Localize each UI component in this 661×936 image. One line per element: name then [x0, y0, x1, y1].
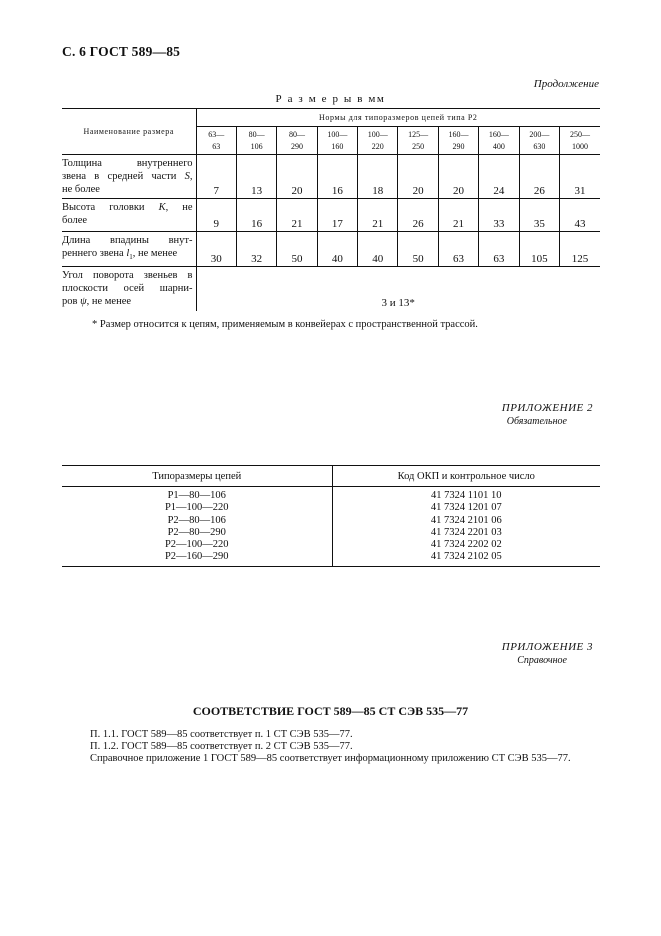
table-cell: 50 [398, 232, 438, 267]
table-row [62, 155, 600, 199]
table-cell: 17 [317, 199, 357, 232]
table-cell: 13 [236, 155, 276, 199]
appendix-2-subtitle: Обязательное [506, 416, 567, 427]
table-cell: 40 [317, 232, 357, 267]
page-header: С. 6 ГОСТ 589—85 [62, 44, 181, 59]
table-row [62, 232, 600, 267]
okp-code-list: 41 7324 1101 10 41 7324 1201 07 41 7324 2101 06 41 7324 2201 03 41 7324 2202 02 41 7324 2102 05 [332, 487, 600, 567]
okp-code-table [62, 465, 600, 567]
table-cell: 21 [358, 199, 398, 232]
table-cell: 26 [519, 155, 559, 199]
row-name: Высота головки K, не более [62, 199, 196, 232]
norms-column-header: Нормы для типоразмеров цепей типа Р2 [196, 109, 600, 127]
appendix-3-subtitle: Справочное [517, 655, 567, 666]
table-row [62, 267, 600, 311]
size-column-header: 100— 220 [358, 127, 398, 155]
size-column-header: 100— 160 [317, 127, 357, 155]
table-cell: 20 [277, 155, 317, 199]
table-cell: 21 [277, 199, 317, 232]
table-cell: 16 [236, 199, 276, 232]
table-cell: 18 [358, 155, 398, 199]
table-cell: 63 [438, 232, 478, 267]
table-cell: 7 [196, 155, 236, 199]
table-cell: 20 [438, 155, 478, 199]
table-cell: 63 [479, 232, 519, 267]
size-column-header: 63— 63 [196, 127, 236, 155]
correspondence-heading: СООТВЕТСТВИЕ ГОСТ 589—85 СТ СЭВ 535—77 [192, 704, 469, 718]
table-row [62, 199, 600, 232]
table-cell: 50 [277, 232, 317, 267]
units-caption: Р а з м е р ы в мм [275, 93, 386, 105]
table-cell: 40 [358, 232, 398, 267]
size-column-header: 160— 290 [438, 127, 478, 155]
chain-size-header: Типоразмеры цепей [62, 466, 332, 487]
table-cell: 35 [519, 199, 559, 232]
table-cell: 32 [236, 232, 276, 267]
row-name: Длина впадины внут- реннего звена $l_1$, не менее [62, 232, 196, 267]
table-cell: 9 [196, 199, 236, 232]
table-cell: 31 [560, 155, 600, 199]
size-column-header: 125— 250 [398, 127, 438, 155]
size-column-header: 200— 630 [519, 127, 559, 155]
chain-size-list: Р1—80—106 Р1—100—220 Р2—80—106 Р2—80—290 Р2—100—220 Р2—160—290 [62, 487, 332, 567]
row-name: Толщина внутреннего звена в средней части S, не более [62, 155, 196, 199]
appendix-2-title: ПРИЛОЖЕНИЕ 2 [501, 402, 593, 414]
correspondence-paragraph: Справочное приложение 1 ГОСТ 589—85 соответствует информационному приложению СТ СЭВ 535—77. [90, 753, 571, 764]
table-cell: 125 [560, 232, 600, 267]
merged-value-cell: 3 и 13* [196, 267, 600, 311]
table-cell: 30 [196, 232, 236, 267]
table-cell: 43 [560, 199, 600, 232]
table-row [62, 487, 600, 567]
okp-code-header: Код ОКП и контрольное число [332, 466, 600, 487]
table-cell: 21 [438, 199, 478, 232]
row-name: Угол поворота звеньев в плоскости осей шарни- ров ψ, не менее [62, 270, 193, 308]
size-column-header: 80— 106 [236, 127, 276, 155]
size-column-header: 80— 290 [277, 127, 317, 155]
table-cell: 105 [519, 232, 559, 267]
size-column-header: 160— 400 [479, 127, 519, 155]
table-cell: 16 [317, 155, 357, 199]
table-cell: 24 [479, 155, 519, 199]
table-cell: 20 [398, 155, 438, 199]
dimensions-table [62, 108, 600, 311]
continuation-label: Продолжение [533, 78, 599, 90]
correspondence-paragraph: П. 1.2. ГОСТ 589—85 соответствует п. 2 СТ СЭВ 535—77. [90, 741, 353, 752]
appendix-3-title: ПРИЛОЖЕНИЕ 3 [501, 641, 593, 653]
table-cell: 33 [479, 199, 519, 232]
footnote: * Размер относится к цепям, применяемым в конвейерах с пространственной трассой. [92, 319, 478, 330]
name-column-header: Наименование размера [62, 109, 196, 155]
size-column-header: 250— 1000 [560, 127, 600, 155]
correspondence-paragraph: П. 1.1. ГОСТ 589—85 соответствует п. 1 СТ СЭВ 535—77. [90, 729, 353, 740]
table-cell: 26 [398, 199, 438, 232]
